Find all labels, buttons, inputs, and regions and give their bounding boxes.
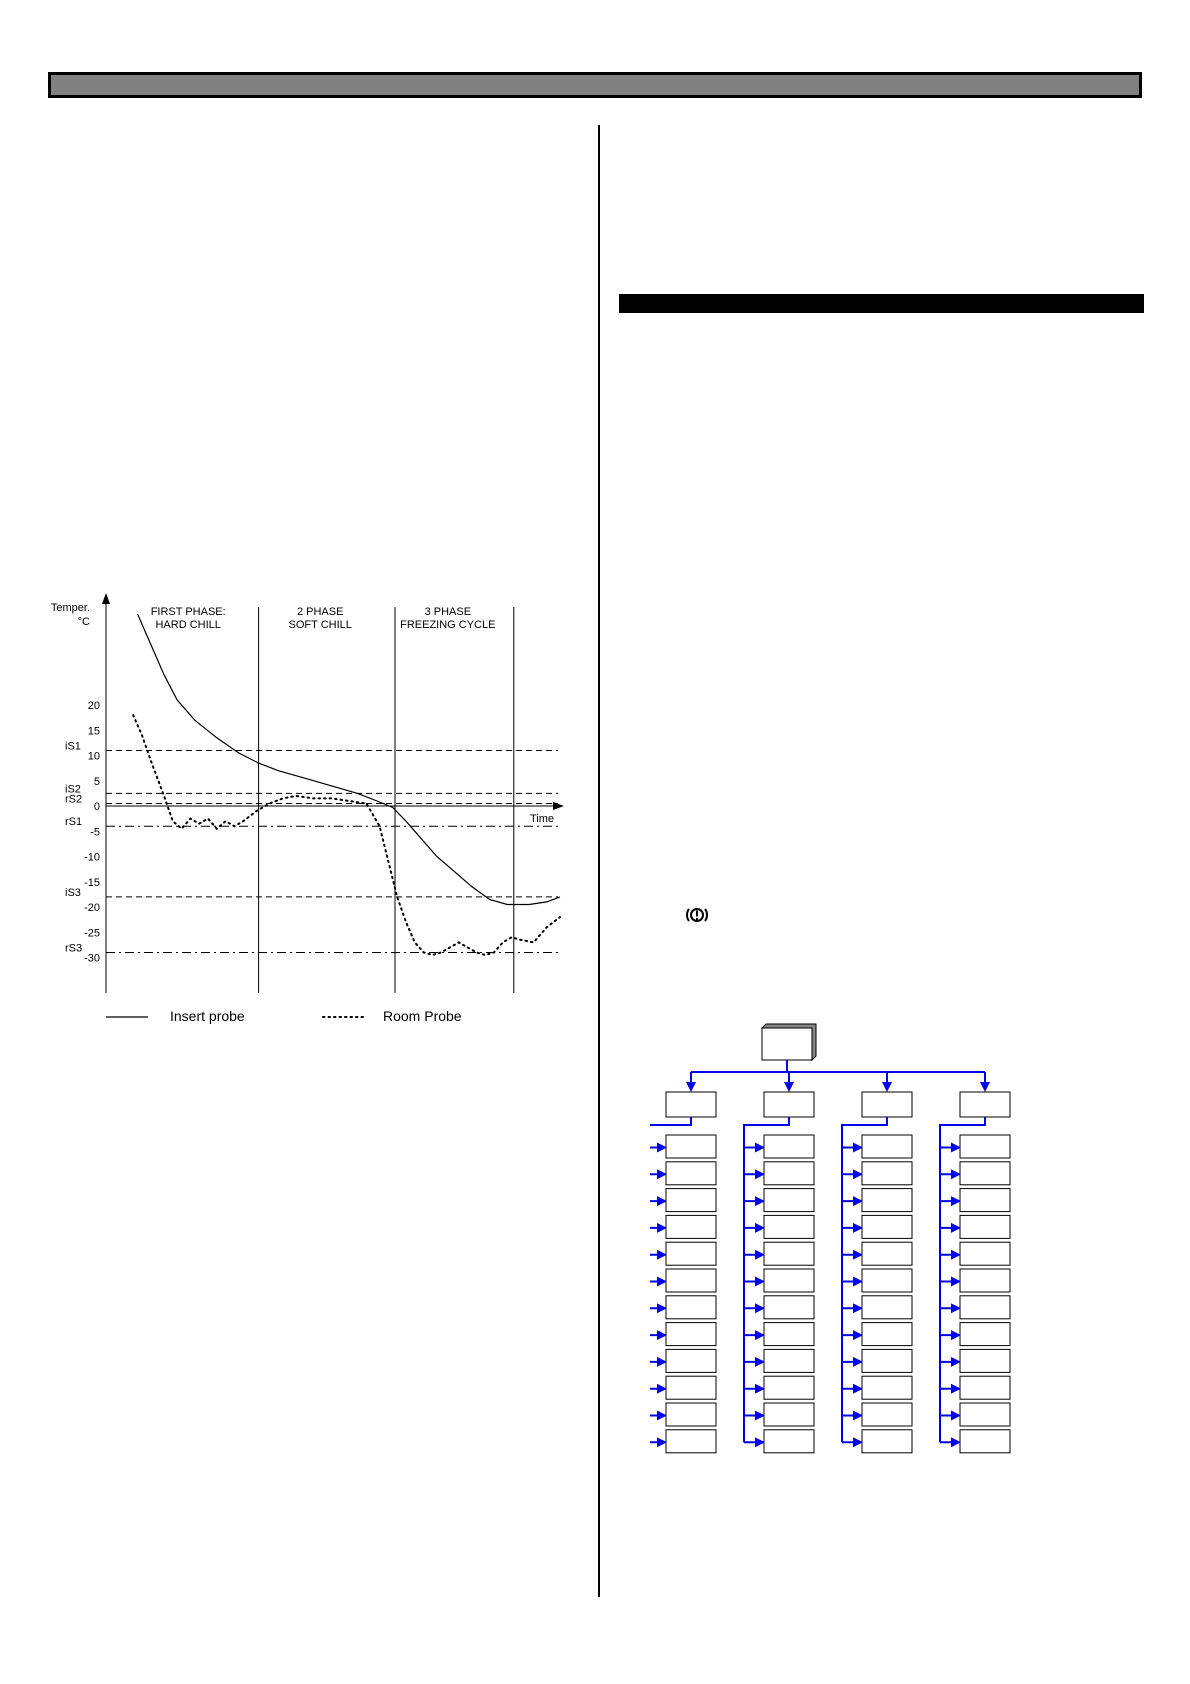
y-axis-label: Temper. <box>50 602 90 614</box>
menu-item-box <box>764 1323 814 1346</box>
menu-item-box <box>862 1323 912 1346</box>
y-axis-unit: °C <box>77 616 90 628</box>
menu-item-box <box>764 1162 814 1185</box>
menu-item-box <box>764 1376 814 1399</box>
menu-group-box <box>666 1092 716 1117</box>
column-divider <box>598 125 600 1597</box>
menu-item-box <box>862 1269 912 1292</box>
y-axis-arrow <box>102 593 110 604</box>
menu-item-box <box>666 1430 716 1453</box>
y-tick-label: -25 <box>84 927 100 940</box>
y-tick-label: 20 <box>87 700 100 712</box>
x-axis-arrow <box>553 802 564 810</box>
menu-item-box <box>960 1269 1010 1292</box>
menu-item-box <box>666 1215 716 1238</box>
top-banner <box>48 72 1142 98</box>
menu-item-box <box>666 1242 716 1265</box>
y-tick-label: -20 <box>84 902 100 914</box>
menu-item-box <box>960 1162 1010 1185</box>
menu-item-box <box>960 1403 1010 1426</box>
series-line <box>133 715 560 955</box>
menu-tree-diagram <box>650 1020 1050 1460</box>
menu-item-box <box>862 1135 912 1158</box>
menu-item-box <box>764 1269 814 1292</box>
menu-item-box <box>862 1376 912 1399</box>
phase-label: FREEZING CYCLE <box>400 619 496 631</box>
series-line <box>138 614 560 904</box>
setpoint-label: iS2 <box>65 783 81 796</box>
menu-item-box <box>764 1215 814 1238</box>
setpoint-label: iS3 <box>65 886 81 899</box>
menu-item-box <box>960 1430 1010 1453</box>
menu-item-box <box>862 1430 912 1453</box>
phase-label: HARD CHILL <box>155 619 221 631</box>
menu-item-box <box>960 1349 1010 1372</box>
menu-item-box <box>862 1189 912 1212</box>
menu-item-box <box>960 1323 1010 1346</box>
menu-item-box <box>764 1242 814 1265</box>
menu-item-box <box>666 1135 716 1158</box>
menu-item-box <box>862 1162 912 1185</box>
menu-item-box <box>764 1296 814 1319</box>
menu-item-box <box>764 1135 814 1158</box>
phase-label: 2 PHASE <box>296 606 344 618</box>
alarm-warning-icon <box>686 904 708 926</box>
menu-item-box <box>862 1403 912 1426</box>
root-box <box>762 1028 812 1060</box>
menu-group-box <box>960 1092 1010 1117</box>
menu-item-box <box>666 1349 716 1372</box>
y-tick-label: -5 <box>90 826 100 839</box>
y-tick-label: -30 <box>84 952 100 965</box>
menu-item-box <box>862 1296 912 1319</box>
y-tick-label: 5 <box>93 775 100 788</box>
setpoint-label: rS2 <box>65 793 83 806</box>
y-tick-label: 0 <box>93 801 100 813</box>
menu-group-box <box>862 1092 912 1117</box>
phase-label: SOFT CHILL <box>288 619 352 631</box>
menu-item-box <box>666 1296 716 1319</box>
legend-label: Insert probe <box>170 1008 245 1024</box>
menu-item-box <box>666 1189 716 1212</box>
menu-item-box <box>666 1162 716 1185</box>
menu-item-box <box>666 1269 716 1292</box>
menu-item-box <box>764 1189 814 1212</box>
chiller-cycle-chart <box>40 585 570 1035</box>
menu-item-box <box>960 1135 1010 1158</box>
y-tick-label: 15 <box>87 725 100 738</box>
setpoint-label: iS1 <box>65 740 81 753</box>
legend-label: Room Probe <box>383 1008 462 1024</box>
menu-item-box <box>862 1242 912 1265</box>
phase-label: 3 PHASE <box>424 606 472 618</box>
menu-item-box <box>666 1323 716 1346</box>
menu-item-box <box>960 1189 1010 1212</box>
y-tick-label: -15 <box>84 876 100 889</box>
menu-item-box <box>960 1376 1010 1399</box>
y-tick-label: 10 <box>87 750 100 763</box>
menu-item-box <box>764 1403 814 1426</box>
menu-item-box <box>862 1215 912 1238</box>
menu-item-box <box>666 1403 716 1426</box>
menu-item-box <box>862 1349 912 1372</box>
section-header-bar <box>619 294 1144 313</box>
setpoint-label: rS3 <box>65 942 83 955</box>
menu-item-box <box>960 1215 1010 1238</box>
menu-item-box <box>666 1376 716 1399</box>
y-tick-label: -10 <box>84 851 100 864</box>
phase-label: FIRST PHASE: <box>150 606 226 618</box>
setpoint-label: rS1 <box>65 816 83 829</box>
menu-group-box <box>764 1092 814 1117</box>
menu-item-box <box>960 1242 1010 1265</box>
menu-item-box <box>960 1296 1010 1319</box>
x-axis-label: Time <box>529 813 555 825</box>
menu-item-box <box>764 1430 814 1453</box>
menu-item-box <box>764 1349 814 1372</box>
